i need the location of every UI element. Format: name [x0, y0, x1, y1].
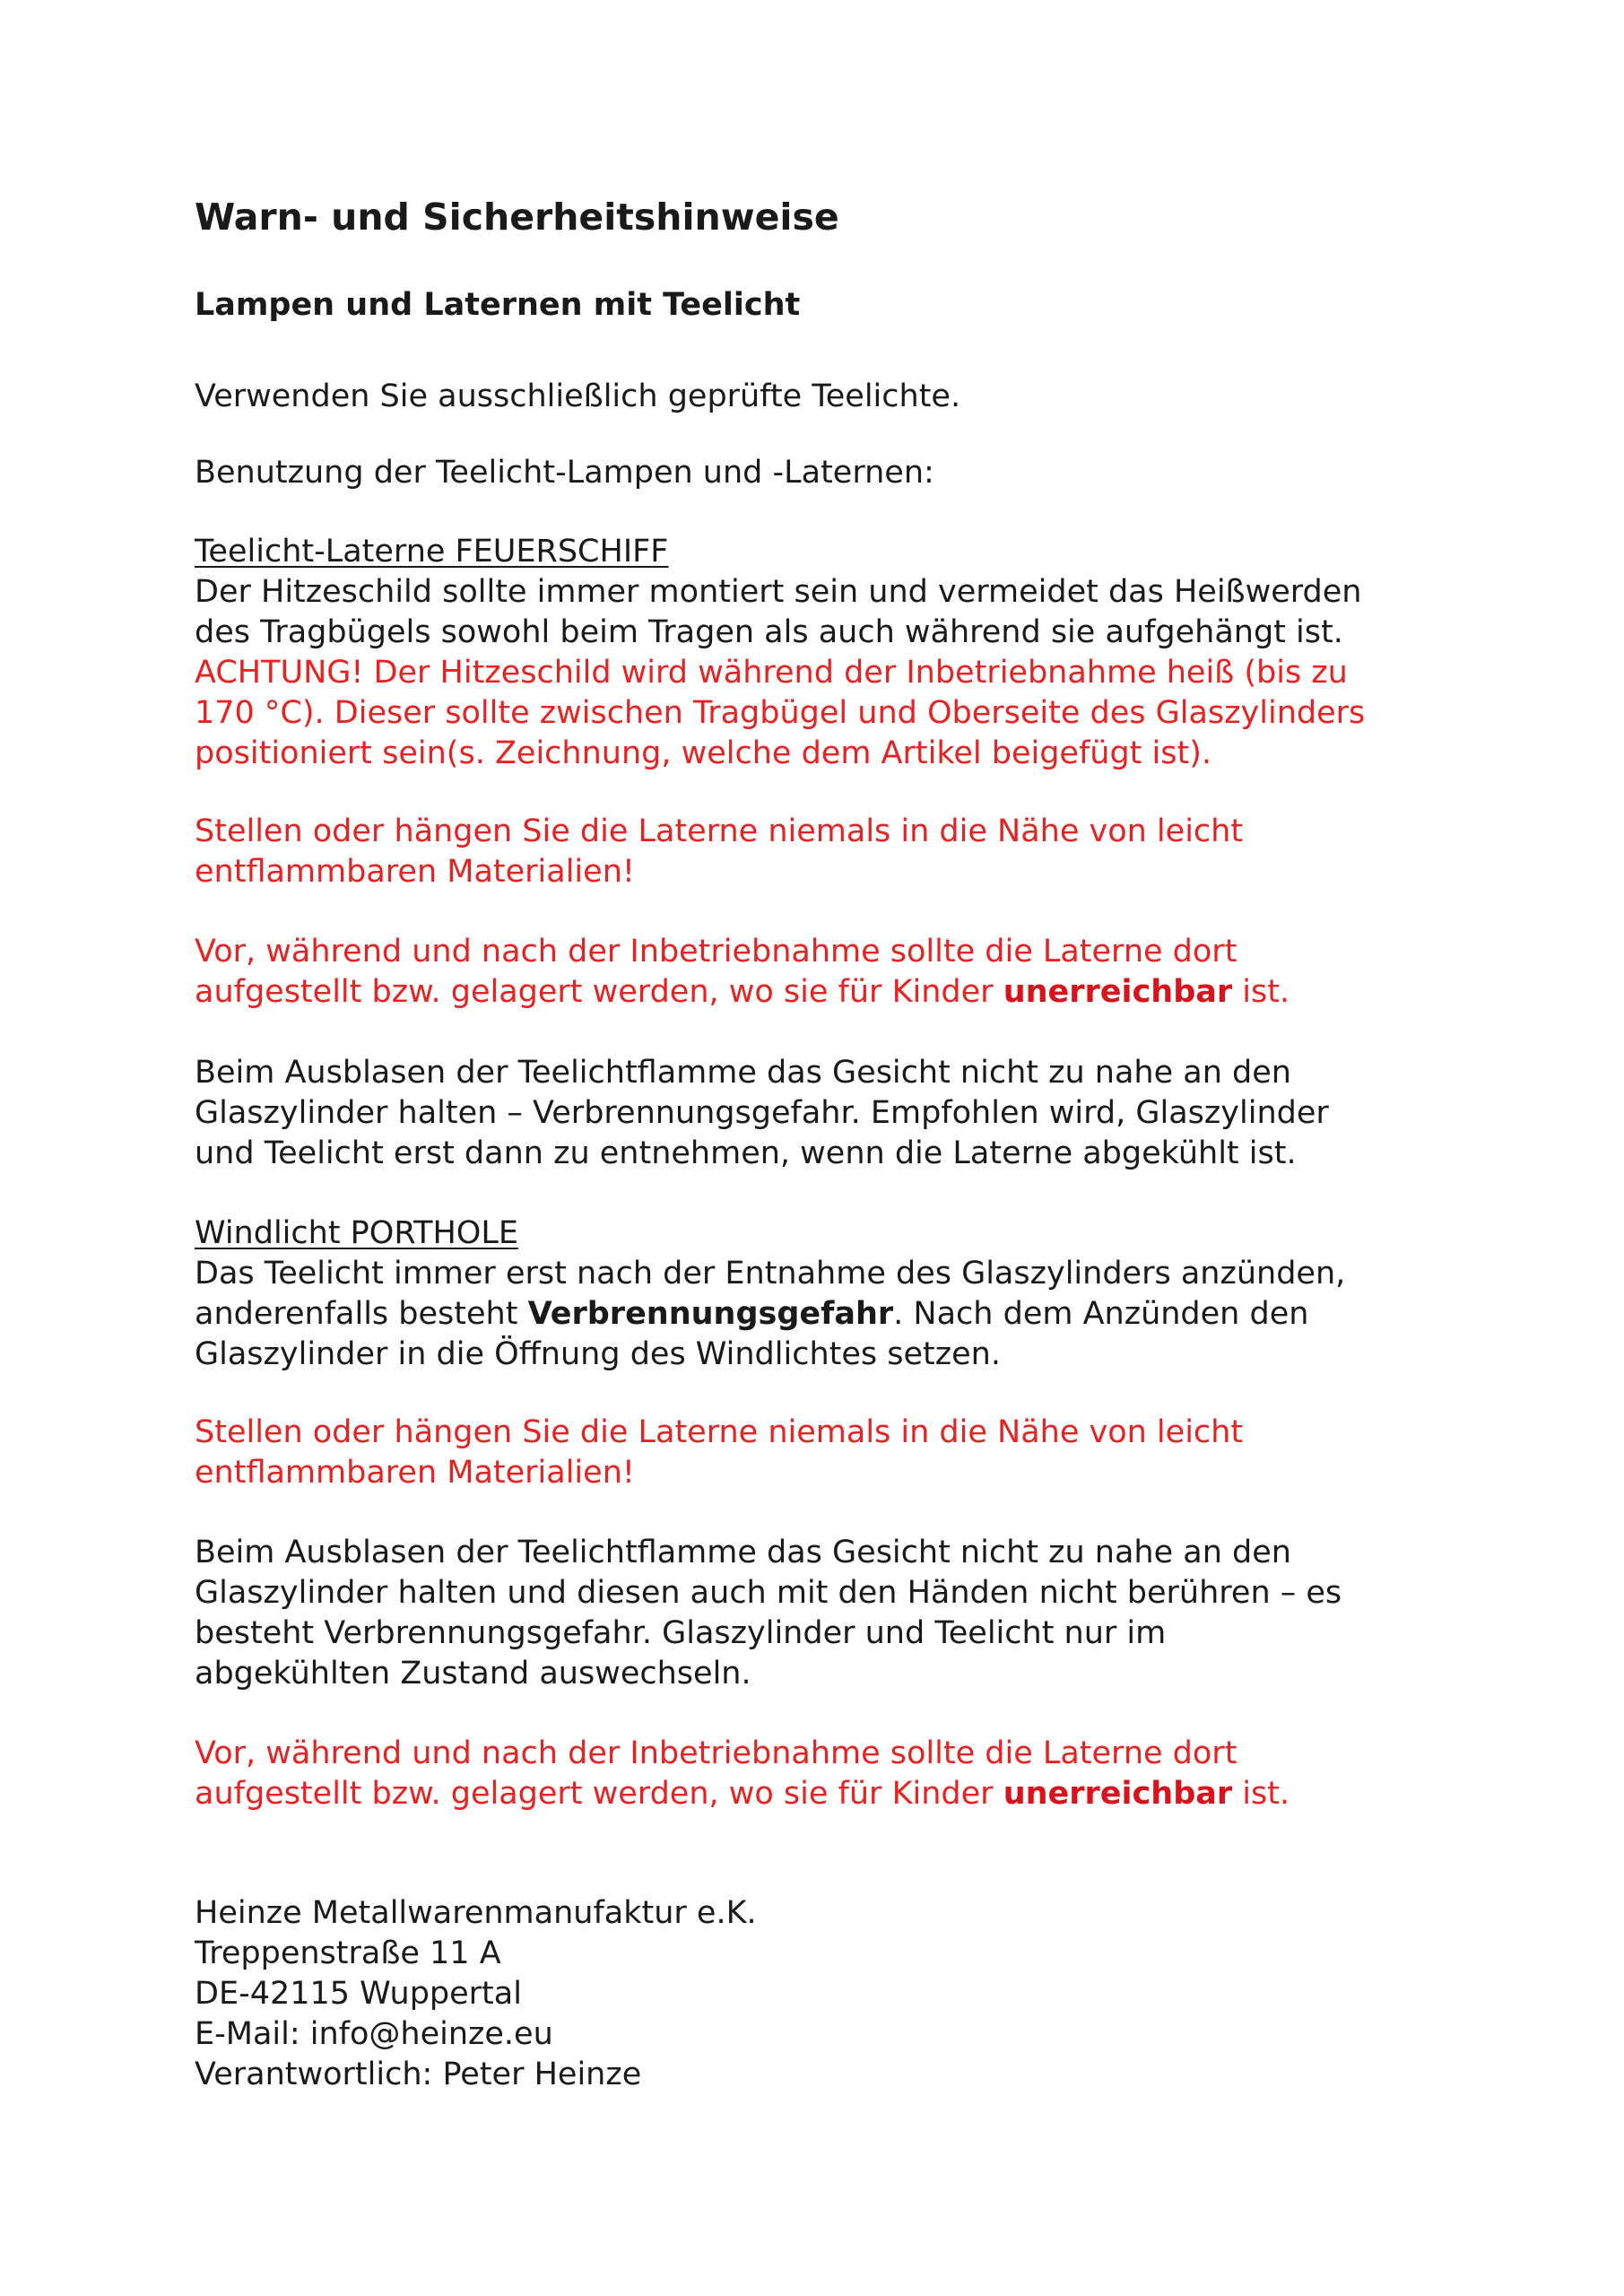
warning-text: ist. — [1232, 974, 1290, 1010]
responsible-person: Verantwortlich: Peter Heinze — [195, 2057, 642, 2092]
street-address: Treppenstraße 11 A — [195, 1935, 501, 1971]
intro-text: Verwenden Sie ausschließlich geprüfte Teelichte. — [195, 378, 961, 414]
warning-line: Stellen oder hängen Sie die Laterne niemals in die Nähe von leicht — [195, 1414, 1244, 1450]
city-address: DE-42115 Wuppertal — [195, 1976, 522, 2012]
contact-block — [195, 1893, 757, 2095]
text-line: Beim Ausblasen der Teelichtflamme das Gesicht nicht zu nahe an den — [195, 1535, 1291, 1570]
text: . Nach dem Anzünden den — [893, 1296, 1309, 1332]
warning-line — [195, 1774, 1290, 1814]
warning-line: entflammbaren Materialien! — [195, 854, 635, 890]
porthole-text-line — [195, 1294, 1345, 1335]
feuerschiff-warning-line: 170 °C). Dieser sollte zwischen Tragbügel und Oberseite des Glaszylinders — [195, 695, 1366, 731]
text: anderenfalls besteht — [195, 1296, 528, 1332]
warning-text: aufgestellt bzw. gelagert werden, wo sie für Kinder — [195, 1776, 1003, 1812]
warning-line: entflammbaren Materialien! — [195, 1455, 635, 1491]
text-line: besteht Verbrennungsgefahr. Glaszylinder und Teelicht nur im — [195, 1615, 1167, 1651]
feuerschiff-flammable-warning — [195, 812, 1243, 892]
text-line: abgekühlten Zustand auswechseln. — [195, 1656, 751, 1692]
porthole-children-warning — [195, 1734, 1290, 1814]
porthole-section — [195, 1213, 1345, 1375]
emphasis-text: unerreichbar — [1003, 974, 1233, 1010]
feuerschiff-warning-line: ACHTUNG! Der Hitzeschild wird während der Inbetriebnahme heiß (bis zu — [195, 655, 1348, 691]
company-name: Heinze Metallwarenmanufaktur e.K. — [195, 1895, 757, 1931]
document-subtitle: Lampen und Laternen mit Teelicht — [195, 287, 801, 323]
warning-line: Stellen oder hängen Sie die Laterne niemals in die Nähe von leicht — [195, 813, 1244, 849]
emphasis-text: unerreichbar — [1003, 1776, 1233, 1812]
usage-intro-paragraph — [195, 453, 934, 493]
intro-paragraph — [195, 377, 960, 417]
warning-line: Vor, während und nach der Inbetriebnahme sollte die Laterne dort — [195, 1735, 1238, 1771]
warning-line: Vor, während und nach der Inbetriebnahme sollte die Laterne dort — [195, 934, 1238, 970]
emphasis-text: Verbrennungsgefahr — [527, 1296, 894, 1332]
text-line: und Teelicht erst dann zu entnehmen, wenn die Laterne abgekühlt ist. — [195, 1135, 1297, 1171]
usage-intro-text: Benutzung der Teelicht-Lampen und -Laternen: — [195, 455, 934, 491]
feuerschiff-extinguish-paragraph — [195, 1053, 1329, 1174]
email-address[interactable]: E-Mail: info@heinze.eu — [195, 2016, 553, 2052]
feuerschiff-text-line: des Tragbügels sowohl beim Tragen als auch während sie aufgehängt ist. — [195, 614, 1343, 650]
text-line: Glaszylinder halten – Verbrennungsgefahr. Empfohlen wird, Glaszylinder — [195, 1095, 1329, 1131]
feuerschiff-heading: Teelicht-Laterne FEUERSCHIFF — [195, 534, 669, 570]
porthole-extinguish-paragraph — [195, 1533, 1342, 1694]
text-line: Glaszylinder halten und diesen auch mit den Händen nicht berühren – es — [195, 1575, 1342, 1611]
feuerschiff-section — [195, 532, 1365, 774]
warning-text: aufgestellt bzw. gelagert werden, wo sie für Kinder — [195, 974, 1003, 1010]
porthole-text-line: Glaszylinder in die Öffnung des Windlichtes setzen. — [195, 1336, 1001, 1372]
warning-text: ist. — [1232, 1776, 1290, 1812]
feuerschiff-warning-line: positioniert sein(s. Zeichnung, welche dem Artikel beigefügt ist). — [195, 735, 1211, 771]
text-line: Beim Ausblasen der Teelichtflamme das Gesicht nicht zu nahe an den — [195, 1055, 1291, 1091]
feuerschiff-children-warning — [195, 932, 1290, 1013]
porthole-text-line: Das Teelicht immer erst nach der Entnahme des Glaszylinders anzünden, — [195, 1256, 1346, 1292]
feuerschiff-text-line: Der Hitzeschild sollte immer montiert sein und vermeidet das Heißwerden — [195, 574, 1362, 610]
porthole-flammable-warning — [195, 1413, 1243, 1493]
document-title: Warn- und Sicherheitshinweise — [195, 196, 839, 239]
warning-line — [195, 972, 1290, 1013]
porthole-heading: Windlicht PORTHOLE — [195, 1215, 518, 1251]
